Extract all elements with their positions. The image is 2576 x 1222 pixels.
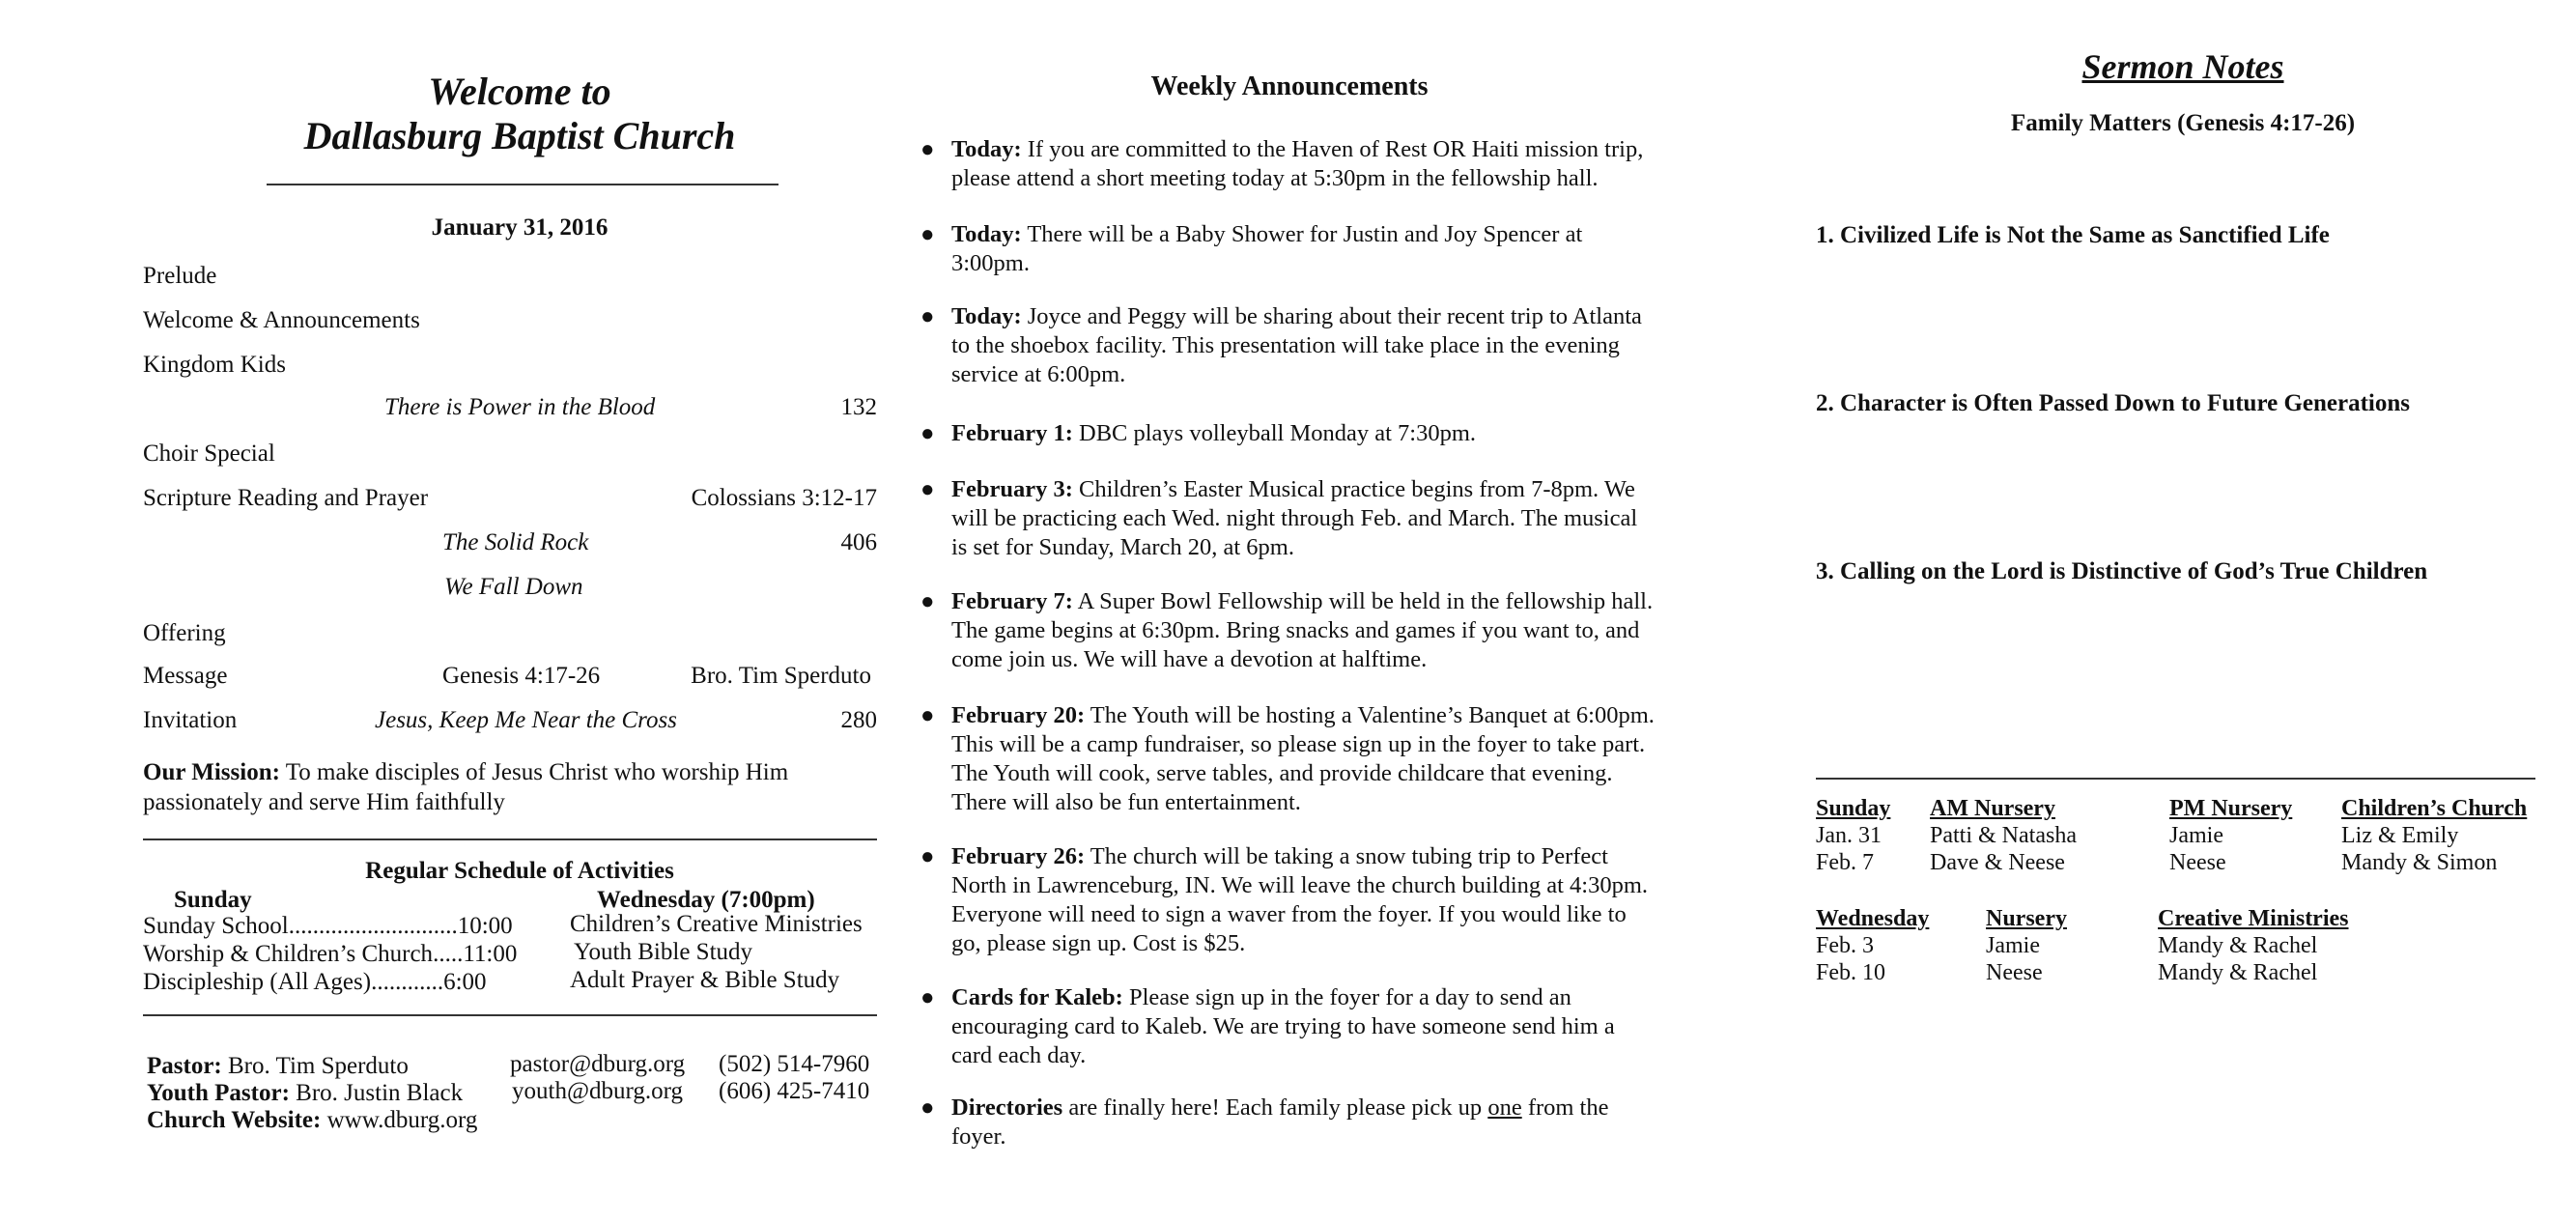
schedule-item-name: Worship & Children’s Church <box>143 941 434 967</box>
order-label: Scripture Reading and Prayer <box>143 485 429 511</box>
order-label: Prelude <box>143 263 217 289</box>
nursery-cell: Feb. 3 <box>1816 933 1874 958</box>
order-item <box>143 529 877 560</box>
announcement-label: Directories <box>951 1094 1063 1121</box>
sermon-point: 1. Civilized Life is Not the Same as Sanctified Life <box>1816 222 2330 248</box>
nursery-cell: Jan. 31 <box>1816 823 1882 848</box>
bullet-icon: ● <box>920 589 935 614</box>
announcement-label: Cards for Kaleb: <box>951 984 1123 1010</box>
nursery-header: Creative Ministries <box>2158 906 2349 931</box>
announcement-text: are finally here! Each family please pick up <box>1062 1094 1488 1121</box>
announcement-label: February 7: <box>951 588 1073 614</box>
section-divider <box>143 1014 877 1016</box>
order-label: Invitation <box>143 707 238 733</box>
section-divider <box>1816 778 2535 780</box>
nursery-cell: Jamie <box>1986 933 2040 958</box>
announcement-item <box>920 587 1656 674</box>
title-line-2: Dallasburg Baptist Church <box>303 114 736 157</box>
scripture-ref: Colossians 3:12-17 <box>691 485 877 511</box>
youth-phone: (606) 425-7410 <box>719 1078 870 1104</box>
announcement-text: A Super Bowl Fellowship will be held in the fellowship hall. The game begins at 6:30pm. Bring snacks and games if you want to, and come join us. We will have a devotion at halftime. <box>951 588 1654 672</box>
announcement-item <box>920 475 1656 562</box>
announcement-item <box>920 419 1656 448</box>
website-url: www.dburg.org <box>321 1107 478 1133</box>
order-item <box>143 574 877 605</box>
sermon-point: 3. Calling on the Lord is Distinctive of God’s True Children <box>1816 558 2428 584</box>
pastor-phone: (502) 514-7960 <box>719 1051 870 1077</box>
hymn-title: There is Power in the Blood <box>384 394 656 420</box>
bullet-icon: ● <box>920 304 935 329</box>
nursery-cell: Feb. 10 <box>1816 960 1885 985</box>
announcement-text-after: from the foyer. <box>951 1094 1609 1150</box>
mission-label: Our Mission: <box>143 759 280 785</box>
bullet-icon: ● <box>920 703 935 728</box>
announcement-item <box>920 983 1656 1070</box>
announcement-text: If you are committed to the Haven of Rest OR Haiti mission trip, please attend a short meeting today at 5:30pm in the fellowship hall. <box>951 136 1644 191</box>
announcement-text: Please sign up in the foyer for a day to send an encouraging card to Kaleb. We are trying to have someone send him a card each day. <box>951 984 1615 1068</box>
schedule-item-name: Discipleship (All Ages) <box>143 969 372 995</box>
order-item <box>143 394 877 425</box>
announcements-panel <box>922 0 1685 1222</box>
order-item <box>143 440 877 471</box>
announcement-text: Joyce and Peggy will be sharing about their recent trip to Atlanta to the shoebox facility. This presentation will take place in the evening service at 6:00pm. <box>951 303 1642 387</box>
pastor-email: pastor@dburg.org <box>510 1051 686 1077</box>
order-item <box>143 307 877 338</box>
schedule-item-name: Sunday School <box>143 913 289 939</box>
schedule-item <box>143 969 487 996</box>
announcement-label: Today: <box>951 221 1022 247</box>
order-item <box>143 485 877 516</box>
website-contact <box>147 1107 477 1134</box>
hymn-number: 406 <box>840 529 877 555</box>
schedule-title: Regular Schedule of Activities <box>365 858 674 884</box>
bullet-icon: ● <box>920 844 935 869</box>
bulletin-panel <box>143 0 877 1222</box>
youth-pastor-contact <box>147 1080 463 1107</box>
bullet-icon: ● <box>920 137 935 162</box>
schedule-sunday-head: Sunday <box>174 887 252 913</box>
announcement-label: February 20: <box>951 702 1086 728</box>
announcement-label: Today: <box>951 136 1022 162</box>
nursery-header: AM Nursery <box>1930 796 2055 821</box>
announcement-item <box>920 135 1656 193</box>
schedule-item-time: 6:00 <box>443 969 487 995</box>
bullet-icon: ● <box>920 985 935 1010</box>
leader-dots: ..... <box>433 941 464 967</box>
order-label: Kingdom Kids <box>143 352 286 378</box>
sermon-panel <box>1816 0 2550 1222</box>
title-line-1: Welcome to <box>428 70 611 113</box>
schedule-item-time: 11:00 <box>463 941 518 967</box>
order-label: Offering <box>143 620 226 646</box>
bullet-icon: ● <box>920 1095 935 1121</box>
youth-pastor-label: Youth Pastor: <box>147 1080 290 1106</box>
nursery-cell: Neese <box>2169 850 2226 875</box>
section-divider <box>143 838 877 840</box>
sermon-point: 2. Character is Often Passed Down to Future Generations <box>1816 390 2410 416</box>
pastor-name: Bro. Tim Sperduto <box>221 1053 409 1079</box>
announcement-text: The Youth will be hosting a Valentine’s Banquet at 6:00pm. This will be a camp fundraiser, so please sign up in the foyer to take part. The Youth will cook, serve tables, and provide childcare that evening. There will also be fun entertainment. <box>951 702 1655 815</box>
nursery-header: PM Nursery <box>2169 796 2293 821</box>
nursery-cell: Mandy & Rachel <box>2158 960 2318 985</box>
nursery-header: Children’s Church <box>2341 796 2528 821</box>
hymn-title: We Fall Down <box>444 574 583 600</box>
announcement-text: Children’s Easter Musical practice begins from 7-8pm. We will be practicing each Wed. night through Feb. and March. The musical is set for Sunday, March 20, at 6pm. <box>951 476 1638 560</box>
nursery-cell: Liz & Emily <box>2341 823 2459 848</box>
order-label: Welcome & Announcements <box>143 307 420 333</box>
pastor-label: Pastor: <box>147 1053 222 1079</box>
mission-text: To make disciples of Jesus Christ who worship Him passionately and serve Him faithfully <box>143 759 789 815</box>
nursery-header: Wednesday <box>1816 906 1930 931</box>
schedule-wednesday-head: Wednesday (7:00pm) <box>597 887 815 913</box>
schedule-item <box>143 913 513 940</box>
message-ref: Genesis 4:17-26 <box>442 663 601 689</box>
announcement-label: February 1: <box>951 420 1073 446</box>
wednesday-item: Children’s Creative Ministries <box>570 911 863 937</box>
leader-dots: ............................ <box>288 913 458 939</box>
bullet-icon: ● <box>920 222 935 247</box>
bulletin-title <box>143 70 896 158</box>
order-item <box>143 352 877 383</box>
schedule-item <box>143 941 517 968</box>
order-item <box>143 620 877 651</box>
nursery-cell: Mandy & Simon <box>2341 850 2498 875</box>
youth-pastor-name: Bro. Justin Black <box>289 1080 464 1106</box>
website-label: Church Website: <box>147 1107 322 1133</box>
announcement-label: February 3: <box>951 476 1073 502</box>
bulletin-date: January 31, 2016 <box>431 214 609 241</box>
hymn-title: The Solid Rock <box>442 529 589 555</box>
order-label: Message <box>143 663 228 689</box>
sermon-subtitle: Family Matters (Genesis 4:17-26) <box>2010 110 2356 136</box>
hymn-number: 280 <box>840 707 877 733</box>
announcement-item <box>920 302 1656 389</box>
announcement-underlined-word: one <box>1487 1094 1522 1121</box>
nursery-cell: Patti & Natasha <box>1930 823 2077 848</box>
nursery-cell: Dave & Neese <box>1930 850 2065 875</box>
announcement-item <box>920 1094 1656 1151</box>
bullet-icon: ● <box>920 421 935 446</box>
announcements-title: Weekly Announcements <box>1150 71 1429 101</box>
wednesday-item: Adult Prayer & Bible Study <box>570 967 840 993</box>
announcement-item <box>920 701 1656 817</box>
order-label: Choir Special <box>143 440 275 467</box>
nursery-cell: Feb. 7 <box>1816 850 1874 875</box>
announcement-text: There will be a Baby Shower for Justin and Joy Spencer at 3:00pm. <box>951 221 1583 276</box>
schedule-item-time: 10:00 <box>457 913 513 939</box>
order-item <box>143 707 877 738</box>
order-item <box>143 263 877 294</box>
mission-statement <box>143 757 858 817</box>
nursery-header: Sunday <box>1816 796 1891 821</box>
nursery-cell: Jamie <box>2169 823 2223 848</box>
announcement-text: DBC plays volleyball Monday at 7:30pm. <box>1072 420 1477 446</box>
announcement-label: February 26: <box>951 843 1086 869</box>
announcement-label: Today: <box>951 303 1022 329</box>
title-divider <box>267 184 778 185</box>
announcement-item <box>920 220 1656 278</box>
nursery-cell: Neese <box>1986 960 2043 985</box>
leader-dots: ............ <box>371 969 444 995</box>
youth-email: youth@dburg.org <box>512 1078 683 1104</box>
nursery-cell: Mandy & Rachel <box>2158 933 2318 958</box>
sermon-notes-title: Sermon Notes <box>2081 47 2284 86</box>
hymn-number: 132 <box>840 394 877 420</box>
nursery-header: Nursery <box>1986 906 2067 931</box>
pastor-contact <box>147 1053 409 1080</box>
wednesday-item: Youth Bible Study <box>574 939 753 965</box>
bullet-icon: ● <box>920 477 935 502</box>
hymn-title: Jesus, Keep Me Near the Cross <box>375 707 677 733</box>
announcement-text: The church will be taking a snow tubing trip to Perfect North in Lawrenceburg, IN. We will leave the church building at 4:30pm. Everyone will need to sign a waver from the foyer. If you would like to go, please sign up. Cost is $25. <box>951 843 1649 956</box>
order-item <box>143 663 877 694</box>
speaker-name: Bro. Tim Sperduto <box>691 663 871 689</box>
announcement-item <box>920 842 1656 958</box>
